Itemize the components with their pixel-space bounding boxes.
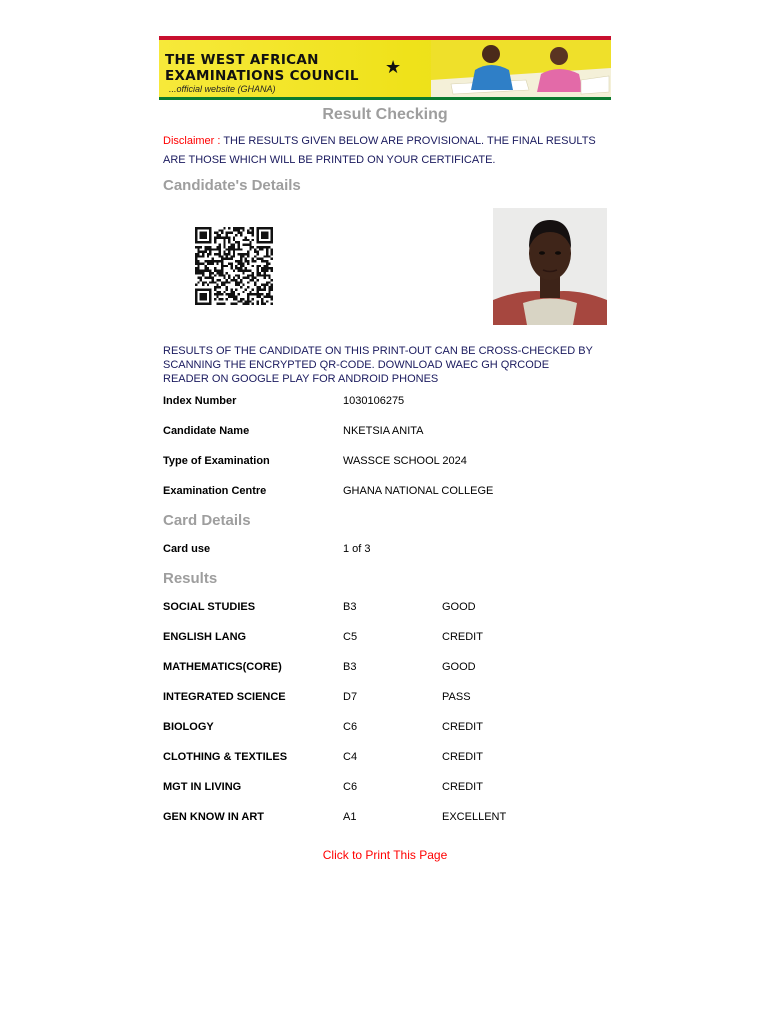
disclaimer	[159, 132, 611, 170]
detail-value: GHANA NATIONAL COLLEGE	[343, 485, 494, 497]
subject-remark: GOOD	[442, 601, 476, 613]
result-row	[159, 592, 611, 622]
result-row	[159, 652, 611, 682]
detail-label: Card use	[163, 543, 211, 555]
subject-grade: A1	[343, 811, 357, 823]
subject-name: GEN KNOW IN ART	[163, 811, 265, 823]
detail-row-exam-centre	[159, 476, 611, 506]
qr-code	[195, 227, 273, 305]
subject-remark: CREDIT	[442, 721, 483, 733]
subject-grade: D7	[343, 691, 358, 703]
subject-remark: GOOD	[442, 661, 476, 673]
detail-row-index-number	[159, 386, 611, 416]
page-title: Result Checking	[322, 106, 448, 123]
banner-subtitle: ...official website (GHANA)	[169, 84, 276, 94]
candidate-photo	[493, 208, 607, 325]
subject-name: MGT IN LIVING	[163, 781, 242, 793]
subject-remark: CREDIT	[442, 631, 483, 643]
subject-name: CLOTHING & TEXTILES	[163, 751, 288, 763]
subject-name: SOCIAL STUDIES	[163, 601, 256, 613]
result-row	[159, 742, 611, 772]
subject-grade: C4	[343, 751, 358, 763]
result-row	[159, 802, 611, 832]
students-illustration	[431, 40, 611, 97]
subject-grade: C6	[343, 721, 358, 733]
detail-label: Index Number	[163, 395, 237, 407]
detail-value: WASSCE SCHOOL 2024	[343, 455, 467, 467]
results-heading: Results	[163, 570, 218, 587]
star-icon: ★	[385, 57, 402, 77]
subject-name: MATHEMATICS(CORE)	[163, 661, 282, 673]
subject-grade: C5	[343, 631, 358, 643]
candidate-details-heading: Candidate's Details	[163, 177, 301, 194]
waec-banner	[159, 36, 611, 100]
qr-verification-note: RESULTS OF THE CANDIDATE ON THIS PRINT-OUT CAN BE CROSS-CHECKED BY SCANNING THE ENCRYPTED QR-CODE. DOWNLOAD WAEC GH QRCODE READER ON GOOGLE PLAY FOR ANDROID PHONES	[163, 345, 593, 385]
result-row	[159, 622, 611, 652]
card-details-heading: Card Details	[163, 512, 251, 529]
detail-value: 1 of 3	[343, 543, 371, 555]
subject-grade: B3	[343, 601, 357, 613]
banner-title-line2: EXAMINATIONS COUNCIL	[165, 68, 359, 84]
detail-row-exam-type	[159, 446, 611, 476]
detail-row-candidate-name	[159, 416, 611, 446]
subject-name: INTEGRATED SCIENCE	[163, 691, 286, 703]
subject-name: BIOLOGY	[163, 721, 214, 733]
detail-label: Examination Centre	[163, 485, 267, 497]
disclaimer-text: THE RESULTS GIVEN BELOW ARE PROVISIONAL. THE FINAL RESULTS ARE THOSE WHICH WILL BE PRINTED ON YOUR CERTIFICATE.	[163, 135, 596, 166]
subject-name: ENGLISH LANG	[163, 631, 247, 643]
disclaimer-label: Disclaimer :	[163, 135, 221, 147]
result-row	[159, 772, 611, 802]
detail-value: NKETSIA ANITA	[343, 425, 424, 437]
results-table	[159, 592, 611, 832]
subject-remark: CREDIT	[442, 781, 483, 793]
detail-label: Candidate Name	[163, 425, 250, 437]
detail-row-card-use	[159, 534, 611, 564]
result-page	[159, 36, 611, 862]
result-row	[159, 712, 611, 742]
print-page-link[interactable]: Click to Print This Page	[322, 848, 448, 862]
subject-grade: B3	[343, 661, 357, 673]
banner-title-line1: THE WEST AFRICAN	[165, 52, 319, 68]
detail-label: Type of Examination	[163, 455, 270, 467]
result-row	[159, 682, 611, 712]
subject-remark: EXCELLENT	[442, 811, 507, 823]
subject-remark: PASS	[442, 691, 471, 703]
subject-remark: CREDIT	[442, 751, 483, 763]
candidate-details-table	[159, 386, 611, 506]
detail-value: 1030106275	[343, 395, 405, 407]
candidate-media	[159, 194, 611, 334]
subject-grade: C6	[343, 781, 358, 793]
